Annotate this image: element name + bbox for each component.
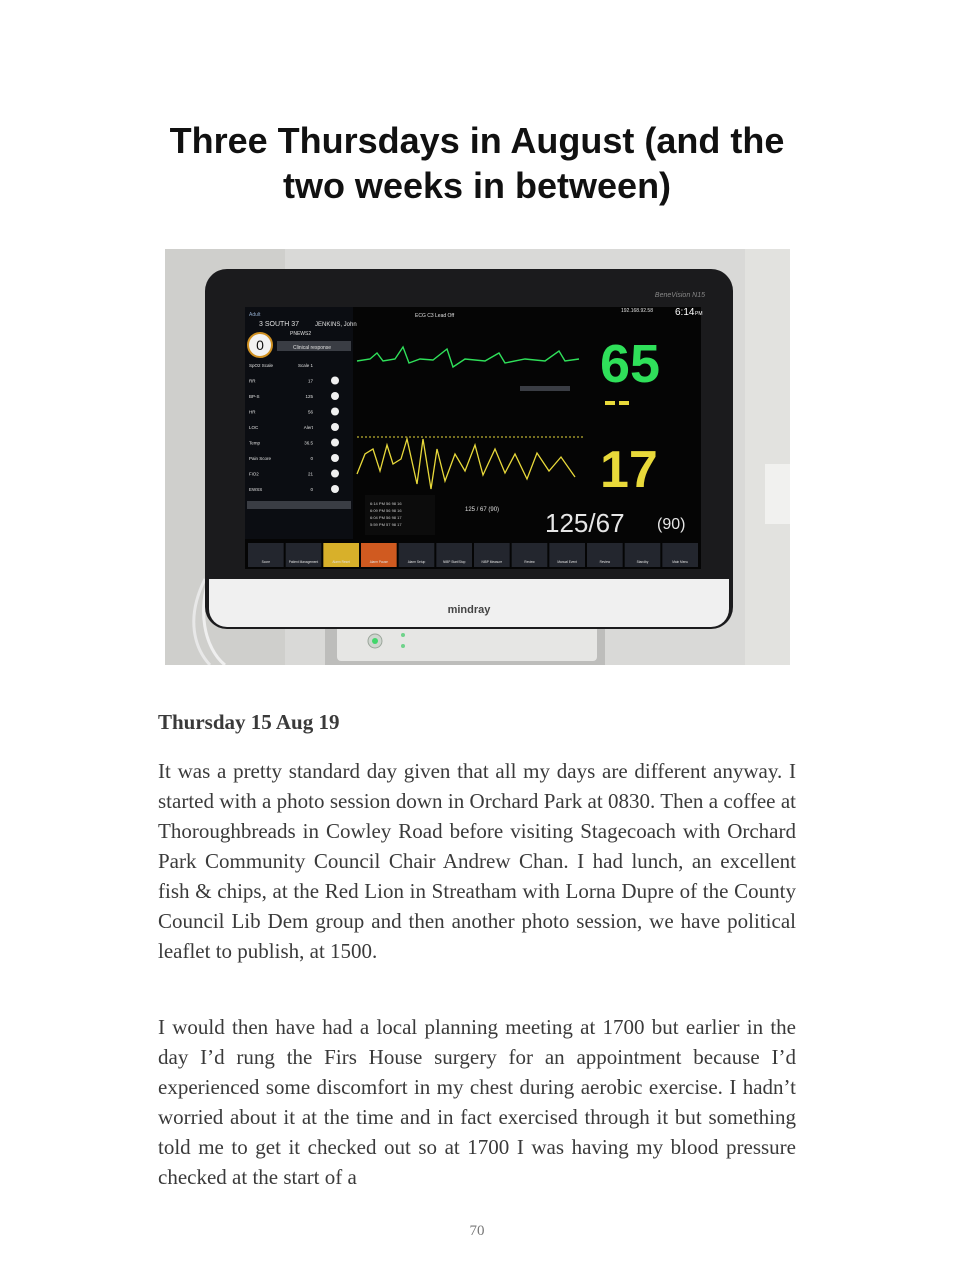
page-number: 70 bbox=[469, 1223, 485, 1239]
param-value: 21 bbox=[307, 471, 313, 477]
svg-text:6:14 PM 56 98 16: 6:14 PM 56 98 16 bbox=[370, 501, 402, 506]
monitor-button-label: Patient Management bbox=[288, 560, 319, 564]
svg-text:ECG C3 Lead Off: ECG C3 Lead Off bbox=[415, 313, 455, 319]
svg-text:PNEWS2: PNEWS2 bbox=[290, 331, 312, 337]
resp-rate-value: 17 bbox=[600, 441, 658, 499]
param-label: FiO2 bbox=[249, 471, 259, 477]
param-indicator bbox=[331, 454, 339, 462]
chapter-title-line-2: two weeks in between) bbox=[282, 165, 672, 206]
param-value: 17 bbox=[307, 378, 313, 384]
monitor-button-label: Alarm Reset bbox=[332, 560, 350, 564]
param-indicator bbox=[331, 377, 339, 385]
chapter-title bbox=[120, 118, 834, 208]
param-indicator bbox=[331, 485, 339, 493]
param-label: Pain Score bbox=[249, 456, 272, 461]
param-label: HR bbox=[249, 409, 256, 415]
paragraph-2: I would then have had a local planning meeting at 1700 but earlier in the day I’d rung the Firs House surgery for an appointment because I’d experienced some discomfort in my chest during aerobic exercise. I hadn’t worried about it at the time and in fact exercised through it but something told me to get it checked out so at 1700 I was having my blood pressure checked at the start of a bbox=[158, 1015, 796, 1189]
monitor-button-label: Standby bbox=[636, 560, 649, 564]
svg-text:6:04 PM 56 98 17: 6:04 PM 56 98 17 bbox=[370, 515, 402, 520]
monitor-button-label: Review bbox=[524, 560, 535, 564]
param-label: BP-S bbox=[249, 394, 260, 399]
svg-text:PM: PM bbox=[695, 311, 703, 317]
param-value: 125 bbox=[305, 394, 313, 399]
section-heading: Thursday 15 Aug 19 bbox=[158, 710, 340, 734]
param-value: 0 bbox=[310, 487, 313, 492]
monitor-button-label: Review bbox=[599, 560, 611, 564]
monitor-button-label: NIBP Start/Stop bbox=[442, 560, 466, 564]
monitor-button-label: Manual Event bbox=[557, 560, 577, 564]
param-indicator bbox=[331, 470, 339, 478]
heart-rate-value: 65 bbox=[600, 334, 661, 394]
patient-monitor-photo bbox=[165, 249, 790, 665]
svg-text:192.168.92.58: 192.168.92.58 bbox=[621, 308, 653, 314]
param-indicator bbox=[331, 408, 339, 416]
monitor-button-label: Alarm Setup bbox=[407, 560, 426, 564]
monitor-button-label: Score bbox=[261, 560, 270, 564]
param-value: 36.5 bbox=[304, 440, 313, 446]
param-label: RR bbox=[249, 378, 256, 384]
blood-pressure-value: 125/67 bbox=[545, 508, 625, 538]
param-indicator bbox=[331, 392, 339, 400]
svg-text:Adult: Adult bbox=[249, 312, 261, 318]
brand-logo: mindray bbox=[447, 604, 491, 616]
monitor-button-label: Alarm Pause bbox=[369, 560, 388, 564]
svg-text:5:59 PM 57 98 17: 5:59 PM 57 98 17 bbox=[370, 522, 402, 527]
param-value: Scale 1 bbox=[297, 363, 313, 368]
svg-text:125 / 67 (90): 125 / 67 (90) bbox=[465, 507, 500, 513]
paragraph-1: It was a pretty standard day given that all my days are different anyway. I started with a photo session down in Orchard Park at 0830. Then a coffee at Thoroughbreads in Cowley Road before visiting Stagecoach with Orchard Park Community Council Chair Andrew Chan. I had lunch, an excellent fish & chips, at the Red Lion in Streatham with Lorna Dupre of the County Council Lib Dem group and then another photo session, we have political leaflet to publish, at 1500. bbox=[158, 759, 796, 963]
param-value: 0 bbox=[310, 456, 313, 461]
monitor-button-label: Main Menu bbox=[672, 560, 689, 564]
chapter-title-line-1: Three Thursdays in August (and the bbox=[169, 120, 785, 161]
param-indicator bbox=[331, 439, 339, 447]
svg-text:JENKINS, John: JENKINS, John bbox=[315, 322, 357, 328]
param-label: SpO2 Scale bbox=[249, 363, 274, 368]
param-label: EWSS bbox=[249, 487, 263, 492]
monitor-button-label: NIBP Measure bbox=[481, 560, 503, 564]
clock: 6:14 bbox=[675, 307, 695, 318]
score-value: 0 bbox=[256, 337, 264, 353]
param-value: Alert bbox=[303, 425, 313, 430]
model-label: BeneVision N15 bbox=[654, 292, 705, 299]
param-value: 56 bbox=[307, 409, 313, 415]
svg-text:3 SOUTH 37: 3 SOUTH 37 bbox=[259, 321, 300, 328]
param-label: LOC bbox=[249, 425, 259, 430]
svg-text:Clinical response: Clinical response bbox=[293, 345, 332, 351]
param-indicator bbox=[331, 423, 339, 431]
map-value: (90) bbox=[657, 516, 686, 533]
svg-text:6:09 PM 56 98 16: 6:09 PM 56 98 16 bbox=[370, 508, 402, 513]
param-label: Temp bbox=[249, 440, 261, 446]
